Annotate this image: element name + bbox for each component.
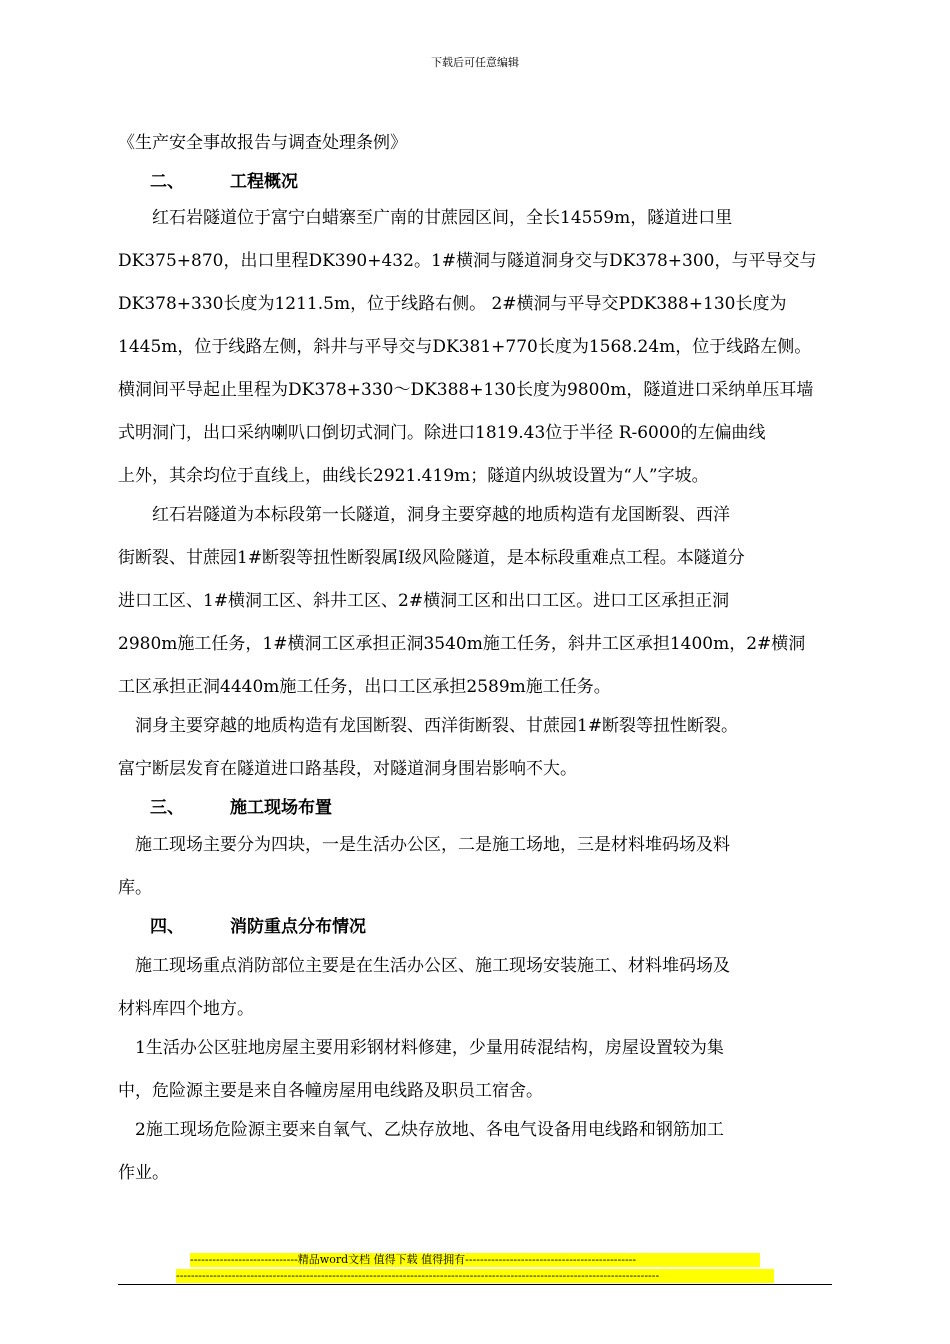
section-number: 四、 [150, 917, 184, 937]
section-title: 消防重点分布情况 [230, 917, 366, 937]
footer-dashes: ---------------------------------------------------------------------------------------------------------------------------------- [176, 1269, 774, 1283]
paragraph-line: 上外，其余均位于直线上，曲线长2921.419m；隧道内纵坡设置为“人”字坡。 [118, 466, 709, 486]
footer-banner: -----------------------------精品word文档 值得下载 值得拥有---------------------------------------------- [190, 1253, 760, 1267]
paragraph-line: 街断裂、甘蔗园1#断裂等扭性断裂属Ⅰ级风险隧道，是本标段重难点工程。本隧道分 [118, 548, 745, 568]
paragraph-line: 材料库四个地方。 [118, 999, 254, 1019]
paragraph-line: 洞身主要穿越的地质构造有龙国断裂、西洋街断裂、甘蔗园1#断裂等扭性断裂。 [118, 716, 739, 736]
paragraph-line: DK378+330长度为1211.5m，位于线路右侧。 2#横洞与平导交PDK388+130长度为 [118, 294, 787, 314]
paragraph-line: 式明洞门，出口采纳喇叭口倒切式洞门。除进口1819.43位于半径 R-6000的左偏曲线 [118, 423, 766, 443]
section-title: 施工现场布置 [230, 798, 332, 818]
paragraph-line: 2施工现场危险源主要来自氧气、乙炔存放地、各电气设备用电线路和钢筋加工 [118, 1120, 724, 1140]
section-title: 工程概况 [230, 172, 298, 192]
paragraph-line: 横洞间平导起止里程为DK378+330～DK388+130长度为9800m，隧道进口采纳单压耳墙 [118, 380, 814, 400]
paragraph-line: 施工现场重点消防部位主要是在生活办公区、施工现场安装施工、材料堆码场及 [118, 956, 730, 976]
paragraph-line: 红石岩隧道位于富宁白蜡寨至广南的甘蔗园区间，全长14559m，隧道进口里 [118, 208, 733, 228]
footer-rule [118, 1284, 832, 1285]
paragraph-line: 进口工区、1#横洞工区、斜井工区、2#横洞工区和出口工区。进口工区承担正洞 [118, 591, 730, 611]
section-number: 三、 [150, 798, 184, 818]
paragraph-line: 红石岩隧道为本标段第一长隧道，洞身主要穿越的地质构造有龙国断裂、西洋 [118, 505, 730, 525]
paragraph-line: 中，危险源主要是来自各幢房屋用电线路及职员工宿舍。 [118, 1081, 543, 1101]
paragraph-line: 2980m施工任务，1#横洞工区承担正洞3540m施工任务，斜井工区承担1400m，2#横洞 [118, 634, 806, 654]
paragraph-line: 1生活办公区驻地房屋主要用彩钢材料修建，少量用砖混结构，房屋设置较为集 [118, 1038, 724, 1058]
intro-line: 《生产安全事故报告与调查处理条例》 [118, 133, 407, 153]
section-number: 二、 [150, 172, 184, 192]
paragraph-line: 施工现场主要分为四块，一是生活办公区，二是施工场地，三是材料堆码场及料 [118, 835, 730, 855]
paragraph-line: 作业。 [118, 1163, 169, 1183]
paragraph-line: DK375+870，出口里程DK390+432。1#横洞与隧道洞身交与DK378+300，与平导交与 [118, 251, 817, 271]
paragraph-line: 富宁断层发育在隧道进口路基段，对隧道洞身围岩影响不大。 [118, 759, 577, 779]
page-header: 下载后可任意编辑 [431, 56, 519, 69]
paragraph-line: 工区承担正洞4440m施工任务，出口工区承担2589m施工任务。 [118, 677, 611, 697]
paragraph-line: 1445m，位于线路左侧，斜井与平导交与DK381+770长度为1568.24m，位于线路左侧。 [118, 337, 812, 357]
paragraph-line: 库。 [118, 878, 152, 898]
